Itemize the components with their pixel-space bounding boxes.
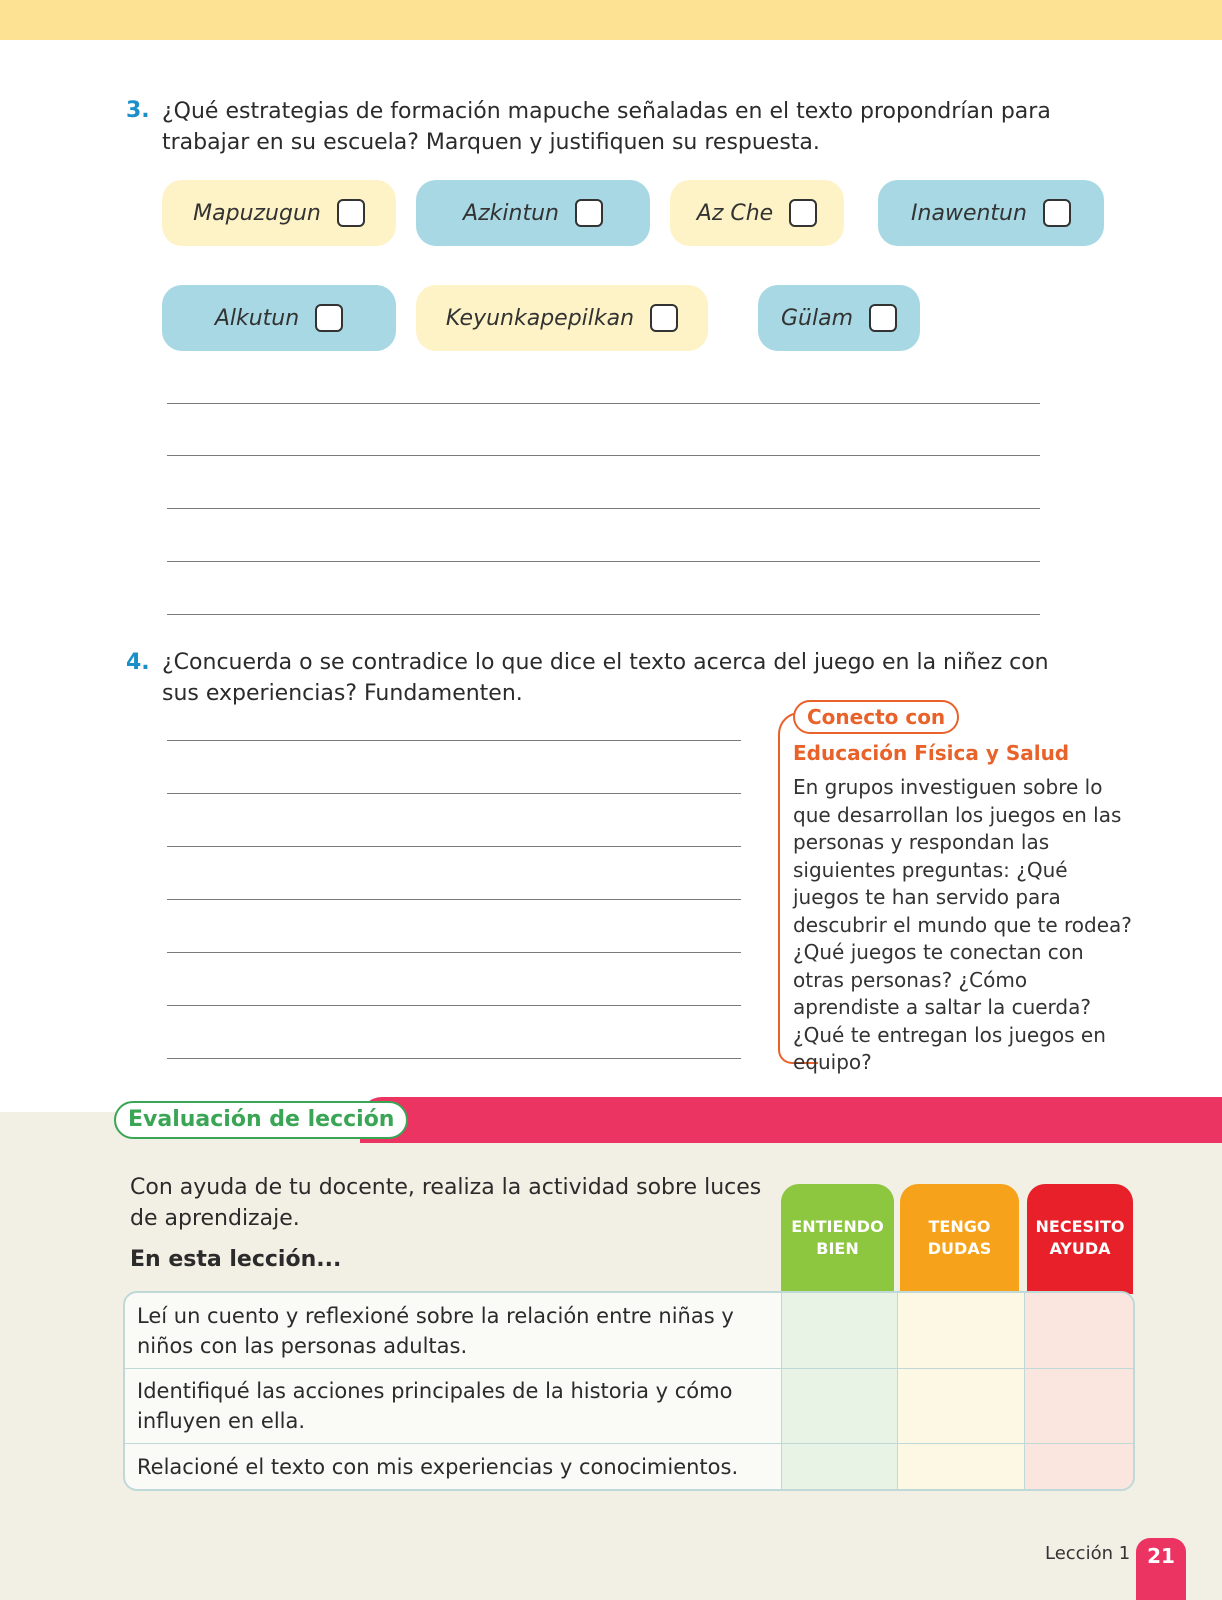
option-inawentun[interactable] [878,180,1104,246]
cell-understand[interactable] [782,1444,898,1489]
cell-help[interactable] [1025,1444,1133,1489]
answer-line[interactable] [167,740,741,741]
option-keyunkapepilkan[interactable] [416,285,708,351]
page-number: 21 [1136,1538,1186,1600]
cell-help[interactable] [1025,1293,1133,1368]
evaluation-instructions: Con ayuda de tu docente, realiza la actividad sobre luces de aprendizaje. [130,1175,762,1231]
cell-doubts[interactable] [898,1369,1025,1443]
level-header-understand: ENTIENDO BIEN [781,1184,894,1294]
answer-line[interactable] [167,952,741,953]
cell-doubts[interactable] [898,1293,1025,1368]
answer-line[interactable] [167,1058,741,1059]
option-label: Gülam [780,305,853,331]
cell-help[interactable] [1025,1369,1133,1443]
question-3-line-2: trabajar en su escuela? Marquen y justifiquen su respuesta. [162,130,820,155]
option-label: Az Che [696,200,774,226]
criterion-text: Identifiqué las acciones principales de la historia y cómo influyen en ella. [125,1369,782,1443]
answer-line[interactable] [167,899,741,900]
question-3-line-1: ¿Qué estrategias de formación mapuche señaladas en el texto propondrían para [162,99,1051,124]
evaluation-title: Evaluación de lección [114,1101,408,1139]
answer-line[interactable] [167,846,741,847]
option-label: Keyunkapepilkan [445,305,635,331]
lesson-label: Lección 1 [1045,1543,1131,1564]
question-3-text [162,96,1051,158]
question-4-number: 4. [126,650,150,675]
level-header-help: NECESITO AYUDA [1027,1184,1133,1294]
checkbox[interactable] [337,199,365,227]
question-3-number: 3. [126,98,150,123]
table-row [125,1444,1133,1489]
answer-line[interactable] [167,403,1040,404]
cell-understand[interactable] [782,1293,898,1368]
evaluation-table [123,1291,1135,1491]
evaluation-subtitle: En esta lección... [130,1247,342,1272]
level-header-doubts: TENGO DUDAS [900,1184,1019,1294]
table-row [125,1293,1133,1369]
option-label: Mapuzugun [193,200,321,226]
checkbox[interactable] [789,199,817,227]
connect-badge: Conecto con [793,700,959,734]
answer-line[interactable] [167,508,1040,509]
option-mapuzugun[interactable] [162,180,396,246]
checkbox[interactable] [869,304,897,332]
cell-doubts[interactable] [898,1444,1025,1489]
option-label: Azkintun [463,200,559,226]
option-alkutun[interactable] [162,285,396,351]
option-label: Inawentun [911,200,1027,226]
answer-line[interactable] [167,455,1040,456]
connect-subject: Educación Física y Salud [793,741,1070,765]
answer-line[interactable] [167,1005,741,1006]
option-azkintun[interactable] [416,180,650,246]
checkbox[interactable] [315,304,343,332]
evaluation-header-bar [360,1097,1222,1143]
checkbox[interactable] [1043,199,1071,227]
option-label: Alkutun [214,305,300,331]
criterion-text: Relacioné el texto con mis experiencias y conocimientos. [125,1444,782,1489]
question-4-line-1: ¿Concuerda o se contradice lo que dice el texto acerca del juego en la niñez con [162,650,1049,675]
top-banner [0,0,1222,40]
answer-line[interactable] [167,561,1040,562]
checkbox[interactable] [575,199,603,227]
cell-understand[interactable] [782,1369,898,1443]
answer-line[interactable] [167,614,1040,615]
connect-body: En grupos investiguen sobre lo que desarrollan los juegos en las personas y respondan las siguientes preguntas: ¿Qué juegos te han servido para descubrir el mundo que te rodea? ¿Qué juegos te conectan con otras personas? ¿Cómo aprendiste a saltar la cuerda? ¿Qué te entregan los juegos en equipo? [793,775,1132,1074]
table-row [125,1369,1133,1444]
option-gulam[interactable] [758,285,920,351]
option-az-che[interactable] [670,180,844,246]
question-4-line-2: sus experiencias? Fundamenten. [162,681,523,706]
criterion-text: Leí un cuento y reflexioné sobre la relación entre niñas y niños con las personas adultas. [125,1293,782,1368]
answer-line[interactable] [167,793,741,794]
checkbox[interactable] [650,304,678,332]
